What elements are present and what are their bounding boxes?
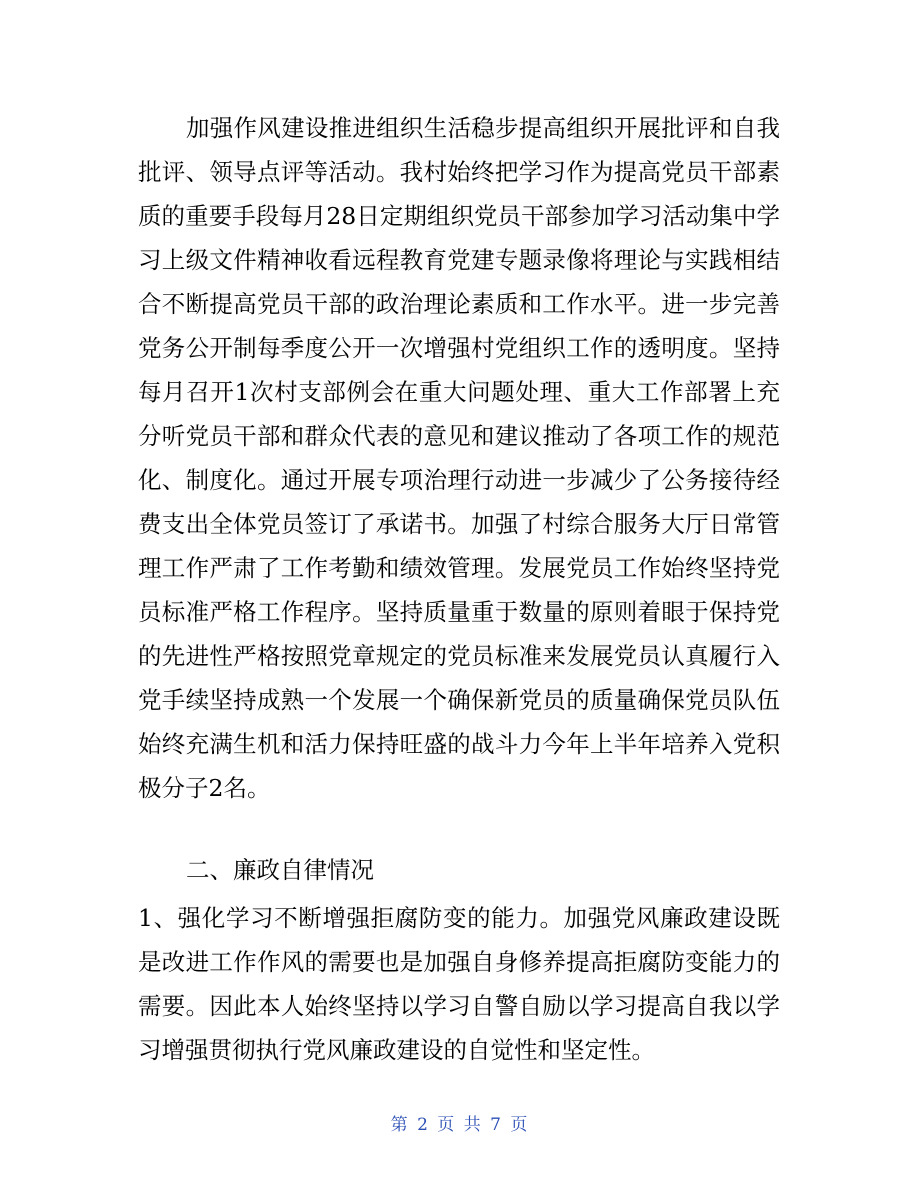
paragraph-line: 的先进性严格按照党章规定的党员标准来发展党员认真履行入 [138,642,780,670]
paragraph-line: 习增强贯彻执行党风廉政建设的自觉性和坚定性。 [138,1036,655,1064]
paragraph-line: 1、强化学习不断增强拒腐防变的能力。加强党风廉政建设既 [138,904,780,932]
paragraph-line: 批评、领导点评等活动。我村始终把学习作为提高党员干部素 [138,158,780,186]
paragraph-line: 始终充满生机和活力保持旺盛的战斗力今年上半年培养入党积 [138,730,780,758]
paragraph-line: 费支出全体党员签订了承诺书。加强了村综合服务大厅日常管 [138,510,780,538]
paragraph-line: 党务公开制每季度公开一次增强村党组织工作的透明度。坚持 [138,334,780,362]
section-heading: 二、廉政自律情况 [186,856,374,884]
paragraph-line: 是改进工作作风的需要也是加强自身修养提高拒腐防变能力的 [138,948,780,976]
paragraph-line: 加强作风建设推进组织生活稳步提高组织开展批评和自我 [186,114,780,142]
paragraph-line: 质的重要手段每月28日定期组织党员干部参加学习活动集中学 [138,202,780,230]
paragraph-line: 党手续坚持成熟一个发展一个确保新党员的质量确保党员队伍 [138,686,780,714]
paragraph-line: 需要。因此本人始终坚持以学习自警自励以学习提高自我以学 [138,992,780,1020]
paragraph-line: 极分子2名。 [138,774,271,802]
paragraph-line: 员标准严格工作程序。坚持质量重于数量的原则着眼于保持党 [138,598,780,626]
paragraph-line: 理工作严肃了工作考勤和绩效管理。发展党员工作始终坚持党 [138,554,780,582]
paragraph-line: 合不断提高党员干部的政治理论素质和工作水平。进一步完善 [138,290,780,318]
paragraph-line: 每月召开1次村支部例会在重大问题处理、重大工作部署上充 [138,378,780,406]
page-number-footer: 第 2 页 共 7 页 [390,1115,530,1135]
paragraph-line: 分听党员干部和群众代表的意见和建议推动了各项工作的规范 [138,422,780,450]
paragraph-line: 化、制度化。通过开展专项治理行动进一步减少了公务接待经 [138,466,780,494]
paragraph-line: 习上级文件精神收看远程教育党建专题录像将理论与实践相结 [138,246,780,274]
